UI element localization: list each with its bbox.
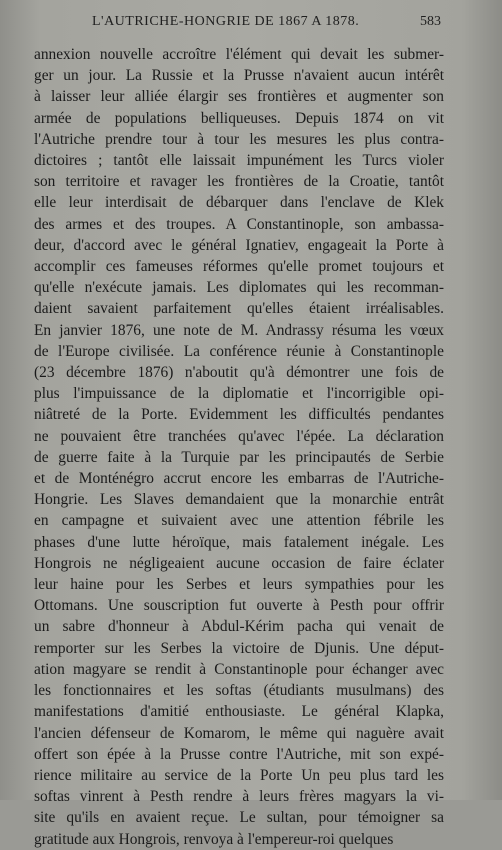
text-line: ation magyare se rendit à Constantinople pour échanger avec: [34, 660, 444, 678]
text-line: elle leur interdisait de débarquer dans l'enclave de Klek: [34, 194, 444, 212]
text-line: niâtreté de la Porte. Evidemment les difficultés pendantes: [34, 406, 444, 424]
text-line: site qu'ils en avaient reçue. Le sultan, pour témoigner sa: [34, 809, 444, 827]
text-line: Ottomans. Une souscription fut ouverte à Pesth pour offrir: [34, 597, 444, 615]
text-line: offert son épée à la Prusse contre l'Autriche, mit son expé-: [34, 745, 444, 763]
text-line: leur haine pour les Serbes et leurs sympathies pour les: [34, 576, 444, 594]
text-line: ne pouvaient être tranchées qu'avec l'épée. La déclaration: [34, 427, 444, 445]
text-line: deur, d'accord avec le général Ignatiev, engageait la Porte à: [34, 236, 444, 254]
text-line: remporter sur les Serbes la victoire de Djunis. Une déput-: [34, 639, 444, 657]
text-line: armée de populations belliqueuses. Depuis 1874 on vit: [34, 109, 444, 127]
text-line: softas vinrent à Pesth rendre à leurs frères magyars la vi-: [34, 788, 444, 806]
text-line: gratitude aux Hongrois, renvoya à l'empereur-roi quelques: [34, 830, 394, 848]
text-line: accomplir ces fameuses réformes qu'elle promet toujours et: [34, 258, 444, 276]
text-line: Hongrois ne négligeaient aucune occasion de faire éclater: [34, 554, 444, 572]
text-line: phases d'une lutte héroïque, mais fatalement inégale. Les: [34, 533, 444, 551]
text-line: dictoires ; tantôt elle laissait impunément les Turcs violer: [34, 152, 444, 170]
running-title: L'AUTRICHE-HONGRIE DE 1867 A 1878.: [92, 14, 360, 29]
page-number: 583: [420, 14, 441, 29]
page-header: [92, 14, 441, 36]
text-line: rience militaire au service de la Porte Un peu plus tard les: [34, 766, 444, 784]
text-line: l'Autriche prendre tour à tour les mesures les plus contra-: [34, 130, 444, 148]
body-text: [34, 44, 444, 850]
text-line: des armes et des troupes. A Constantinople, son ambassa-: [34, 215, 444, 233]
text-line: qu'elle n'exécute jamais. Les diplomates qui les recomman-: [34, 279, 444, 297]
text-line: de l'Europe civilisée. La conférence réunie à Constantinople: [34, 342, 444, 360]
text-line: manifestations d'amitié enthousiaste. Le général Klapka,: [34, 703, 444, 721]
text-line: son territoire et ravager les frontières de la Croatie, tantôt: [34, 173, 444, 191]
text-line: les fonctionnaires et les softas (étudiants musulmans) des: [34, 682, 444, 700]
text-line: En janvier 1876, une note de M. Andrassy résuma les vœux: [34, 321, 444, 339]
text-line: un sabre d'honneur à Abdul-Kérim pacha qui venait de: [34, 618, 444, 636]
text-line: (23 décembre 1876) n'aboutit qu'à démontrer une fois de: [34, 364, 444, 382]
text-line: à laisser leur alliée élargir ses frontières et augmenter son: [34, 88, 444, 106]
text-line: de guerre faite à la Turquie par les principautés de Serbie: [34, 448, 444, 466]
text-line: en campagne et suivaient avec une attention fébrile les: [34, 512, 444, 530]
text-line: ger un jour. La Russie et la Prusse n'avaient aucun intérêt: [34, 67, 444, 85]
text-line: annexion nouvelle accroître l'élément qui devait les submer-: [34, 46, 444, 63]
text-line: l'ancien défenseur de Komarom, le même qui naguère avait: [34, 724, 444, 742]
text-line: plus l'impuissance de la diplomatie et l'incorrigible opi-: [34, 385, 444, 403]
text-line: et de Monténégro accrut encore les embarras de l'Autriche-: [34, 470, 444, 488]
text-line: daient savaient parfaitement qu'elles étaient irréalisables.: [34, 300, 444, 318]
text-line: Hongrie. Les Slaves demandaient que la monarchie entrât: [34, 491, 444, 509]
